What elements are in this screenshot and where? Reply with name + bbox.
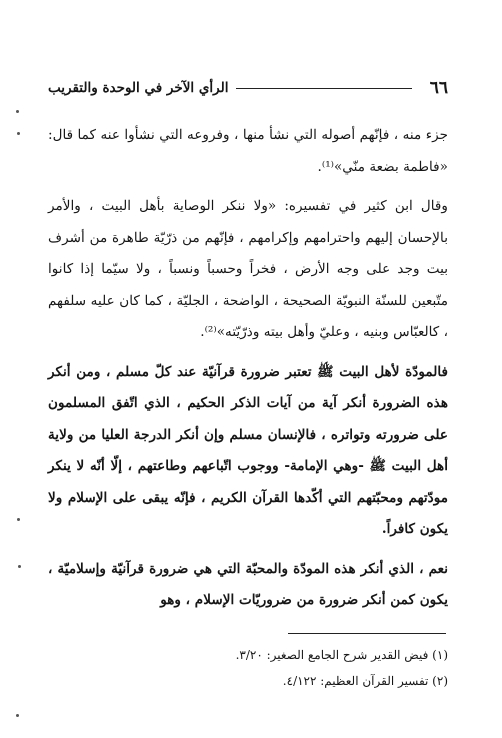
- header-rule: [236, 88, 411, 89]
- paragraph-gap: [48, 349, 448, 357]
- scan-speck: [17, 518, 20, 521]
- footnote-2: (٢) تفسير القرآن العظيم: ٤/١٢٢.: [282, 674, 448, 688]
- paragraph-3: فالمودّة لأهل البيت ﷺ تعتبر ضرورة قرآنيّة عند كلّ مسلم ، ومن أنكر هذه الضرورة أنكر آية من آيات الذكر الحكيم ، الذي اتّفق المسلمون على ضرورته وتواتره ، فالإنسان مسلم وإن أنكر الدرجة العليا من ولاية أهل البيت ﷺ -وهي الإمامة- ووجوب اتّباعهم وطاعتهم ، إلّا أنّه لا ينكر مودّتهم ومحبّتهم التي أكّدها القرآن الكريم ، فإنّه يبقى على الإسلام ولا يكون كافراً.: [48, 363, 448, 537]
- paragraph-gap: [48, 546, 448, 554]
- page-number: ٦٦: [429, 78, 448, 98]
- scan-speck: [17, 132, 20, 135]
- footnote-separator: [288, 633, 446, 634]
- running-title: الرأي الآخر في الوحدة والتقريب: [48, 80, 229, 96]
- scan-speck: [16, 714, 19, 717]
- scan-speck: [16, 110, 19, 113]
- paragraph-4: نعم ، الذي أنكر هذه المودّة والمحبّة التي هي ضرورة قرآنيّة وإسلاميّة ، يكون كمن أنكر ضرورة من ضروريّات الإسلام ، وهو: [48, 560, 448, 608]
- page-header: [48, 74, 448, 102]
- footnotes: [48, 642, 448, 694]
- paragraph-gap: [48, 183, 448, 191]
- paragraph-2: وقال ابن كثير في تفسيره: «ولا ننكر الوصاية بأهل البيت ، والأمر بالإحسان إليهم واحترامهم وإكرامهم ، فإنّهم من ذرّيّة طاهرة من أشرف بيت وجد على وجه الأرض ، فخراً وحسباً ونسباً ، ولا سيّما إذا كانوا متّبعين للسنّة النبويّة الصحيحة ، الواضحة ، الجليّة ، كما كان عليه سلفهم ، كالعبّاس وبنيه ، وعليّ وأهل بيته وذرّيّته»⁽²⁾.: [48, 198, 448, 340]
- body-text: [48, 120, 448, 617]
- paragraph-1: جزء منه ، فإنّهم أصوله التي نشأ منها ، وفروعه التي نشأوا عنه كما قال: «فاطمة بضعة منّي»⁽¹⁾.: [48, 127, 448, 175]
- footnote-1: (١) فيض القدير شرح الجامع الصغير: ٣/٢٠.: [235, 648, 448, 662]
- scan-speck: [18, 565, 21, 568]
